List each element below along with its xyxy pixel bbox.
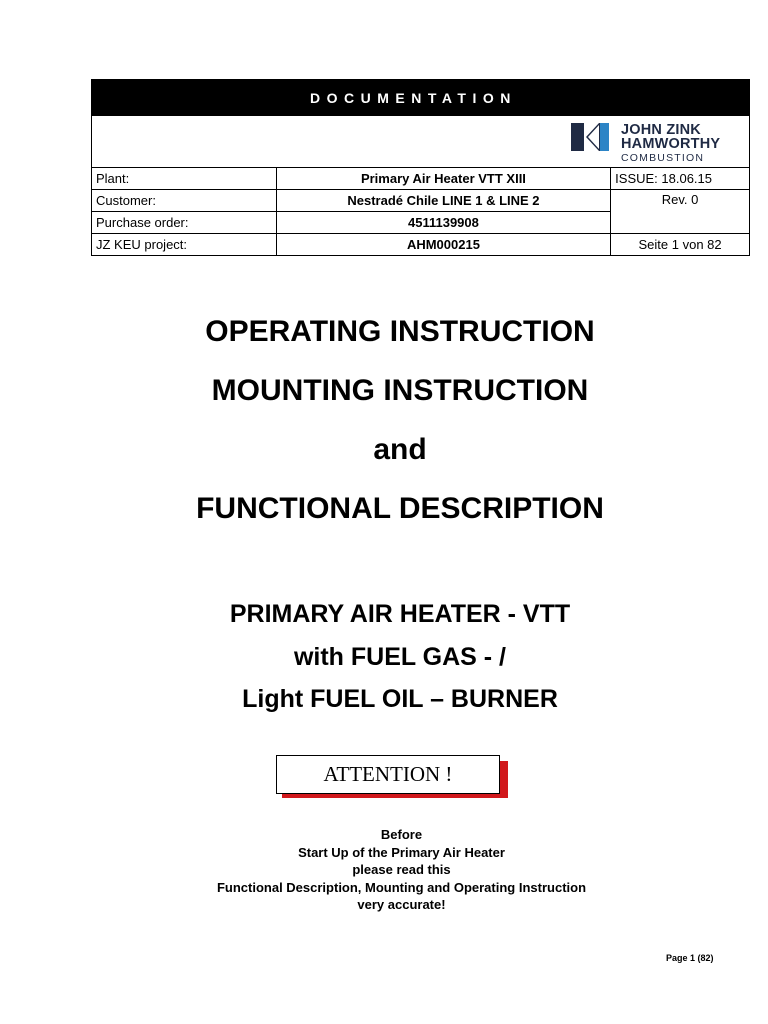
page-count: Seite 1 von 82 [611, 234, 750, 256]
subtitle-fuel-gas: with FUEL GAS - / [293, 643, 507, 671]
customer-value: Nestradé Chile LINE 1 & LINE 2 [276, 190, 610, 212]
notice-line-2: Start Up of the Primary Air Heater [298, 845, 505, 860]
title-operating-instruction: OPERATING INSTRUCTION [205, 315, 595, 348]
logo-text-hamworthy: HAMWORTHY [621, 136, 721, 152]
notice-line-1: Before [380, 827, 423, 842]
customer-label: Customer: [92, 190, 277, 212]
notice-line-4: Functional Description, Mounting and Operating Instruction [216, 880, 587, 895]
issue-date: ISSUE: 18.06.15 [611, 168, 750, 190]
company-logo [571, 122, 737, 164]
attention-box: ATTENTION ! [276, 755, 500, 794]
purchase-order-label: Purchase order: [92, 212, 277, 234]
purchase-order-value: 4511139908 [276, 212, 610, 234]
revision: Rev. 0 [611, 190, 750, 234]
logo-text-john-zink: JOHN ZINK [621, 122, 701, 138]
title-functional-description: FUNCTIONAL DESCRIPTION [196, 492, 604, 525]
logo-text-combustion: COMBUSTION [621, 152, 705, 164]
title-and: and [373, 433, 427, 466]
notice-line-5: very accurate! [357, 897, 446, 912]
title-mounting-instruction: MOUNTING INSTRUCTION [211, 374, 589, 407]
logo-cell [92, 116, 750, 168]
documentation-header-table [91, 79, 750, 256]
subtitle-primary-air-heater: PRIMARY AIR HEATER - VTT [229, 600, 571, 628]
documentation-title: DOCUMENTATION [92, 80, 750, 116]
page-number: Page 1 (82) [666, 953, 714, 963]
jzh-logo-mark-icon [571, 123, 609, 151]
plant-value: Primary Air Heater VTT XIII [276, 168, 610, 190]
project-label: JZ KEU project: [92, 234, 277, 256]
notice-line-3: please read this [352, 862, 451, 877]
project-value: AHM000215 [276, 234, 610, 256]
plant-label: Plant: [92, 168, 277, 190]
subtitle-light-fuel-oil: Light FUEL OIL – BURNER [242, 685, 558, 713]
